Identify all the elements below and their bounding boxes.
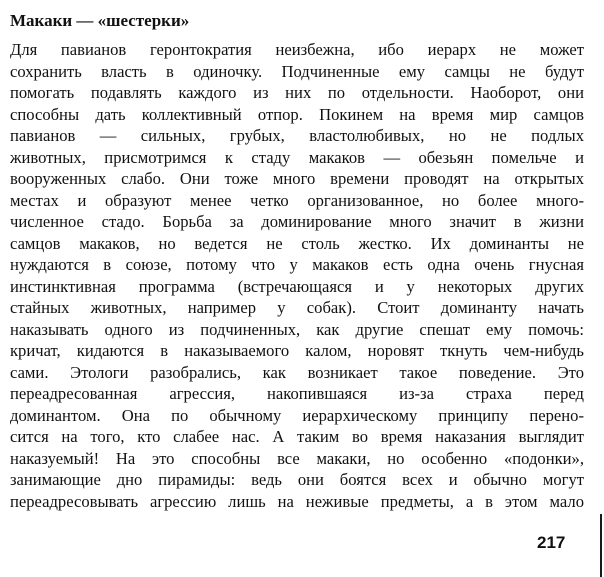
- text-line: нуждаются в союзе, потому что у макаков есть одна очень гнусная: [10, 255, 584, 274]
- text-line: переадресовывать агрессию лишь на неживые предметы, а в этом мало: [10, 491, 584, 511]
- page-number: 217: [537, 533, 566, 552]
- section-heading: Макаки — «шестерки»: [10, 11, 190, 30]
- text-line: способны дать коллективный отпор. Покинем на время мир самцов: [10, 104, 584, 124]
- text-line: кричат, кидаются в наказываемого калом, норовят ткнуть чем-нибудь: [10, 341, 584, 360]
- text-line: занимающие дно пирамиды: ведь они боятся всех и обычно могут: [10, 470, 584, 489]
- text-line: численное стадо. Борьба за доминирование много значит в жизни: [10, 212, 584, 231]
- text-line: наказуемый! На это способны все макаки, но особенно «подонки»,: [10, 448, 584, 468]
- text-line: Для павианов геронтократия неизбежна, ибо иерарх не может: [10, 40, 584, 59]
- text-line: местах и образуют менее четко организованное, но более много-: [10, 190, 584, 210]
- text-line: инстинктивная программа (встречающаяся и у некоторых других: [10, 276, 584, 296]
- text-line: павианов — сильных, грубых, властолюбивых, но не подлых: [10, 126, 584, 145]
- text-line: вооруженных слабо. Они тоже много времени проводят на открытых: [10, 169, 584, 188]
- text-line: стайных животных, например у собак). Стоит доминанту начать: [10, 298, 584, 317]
- text-line: сохранить власть в одиночку. Подчиненные ему самцы не будут: [10, 61, 584, 81]
- text-line: животных, присмотримся к стаду макаков — обезьян помельче и: [10, 147, 584, 167]
- text-line: помогать подавлять каждого из них по отдельности. Наоборот, они: [10, 83, 584, 102]
- text-line: доминантом. Она по обычному иерархическому принципу перено-: [10, 405, 584, 425]
- text-line: наказывать одного из подчиненных, как другие спешат ему помочь:: [10, 319, 584, 339]
- text-line: сами. Этологи разобрались, как возникает такое поведение. Это: [10, 362, 584, 382]
- text-line: переадресованная агрессия, накопившаяся из-за страха перед: [10, 384, 584, 403]
- body-text: [10, 39, 584, 512]
- text-line: самцов макаков, но ведется не столь жестко. Их доминанты не: [10, 233, 584, 253]
- page-edge-rule: [600, 514, 602, 577]
- text-line: сится на того, кто слабее нас. А таким во время наказания выглядит: [10, 427, 584, 446]
